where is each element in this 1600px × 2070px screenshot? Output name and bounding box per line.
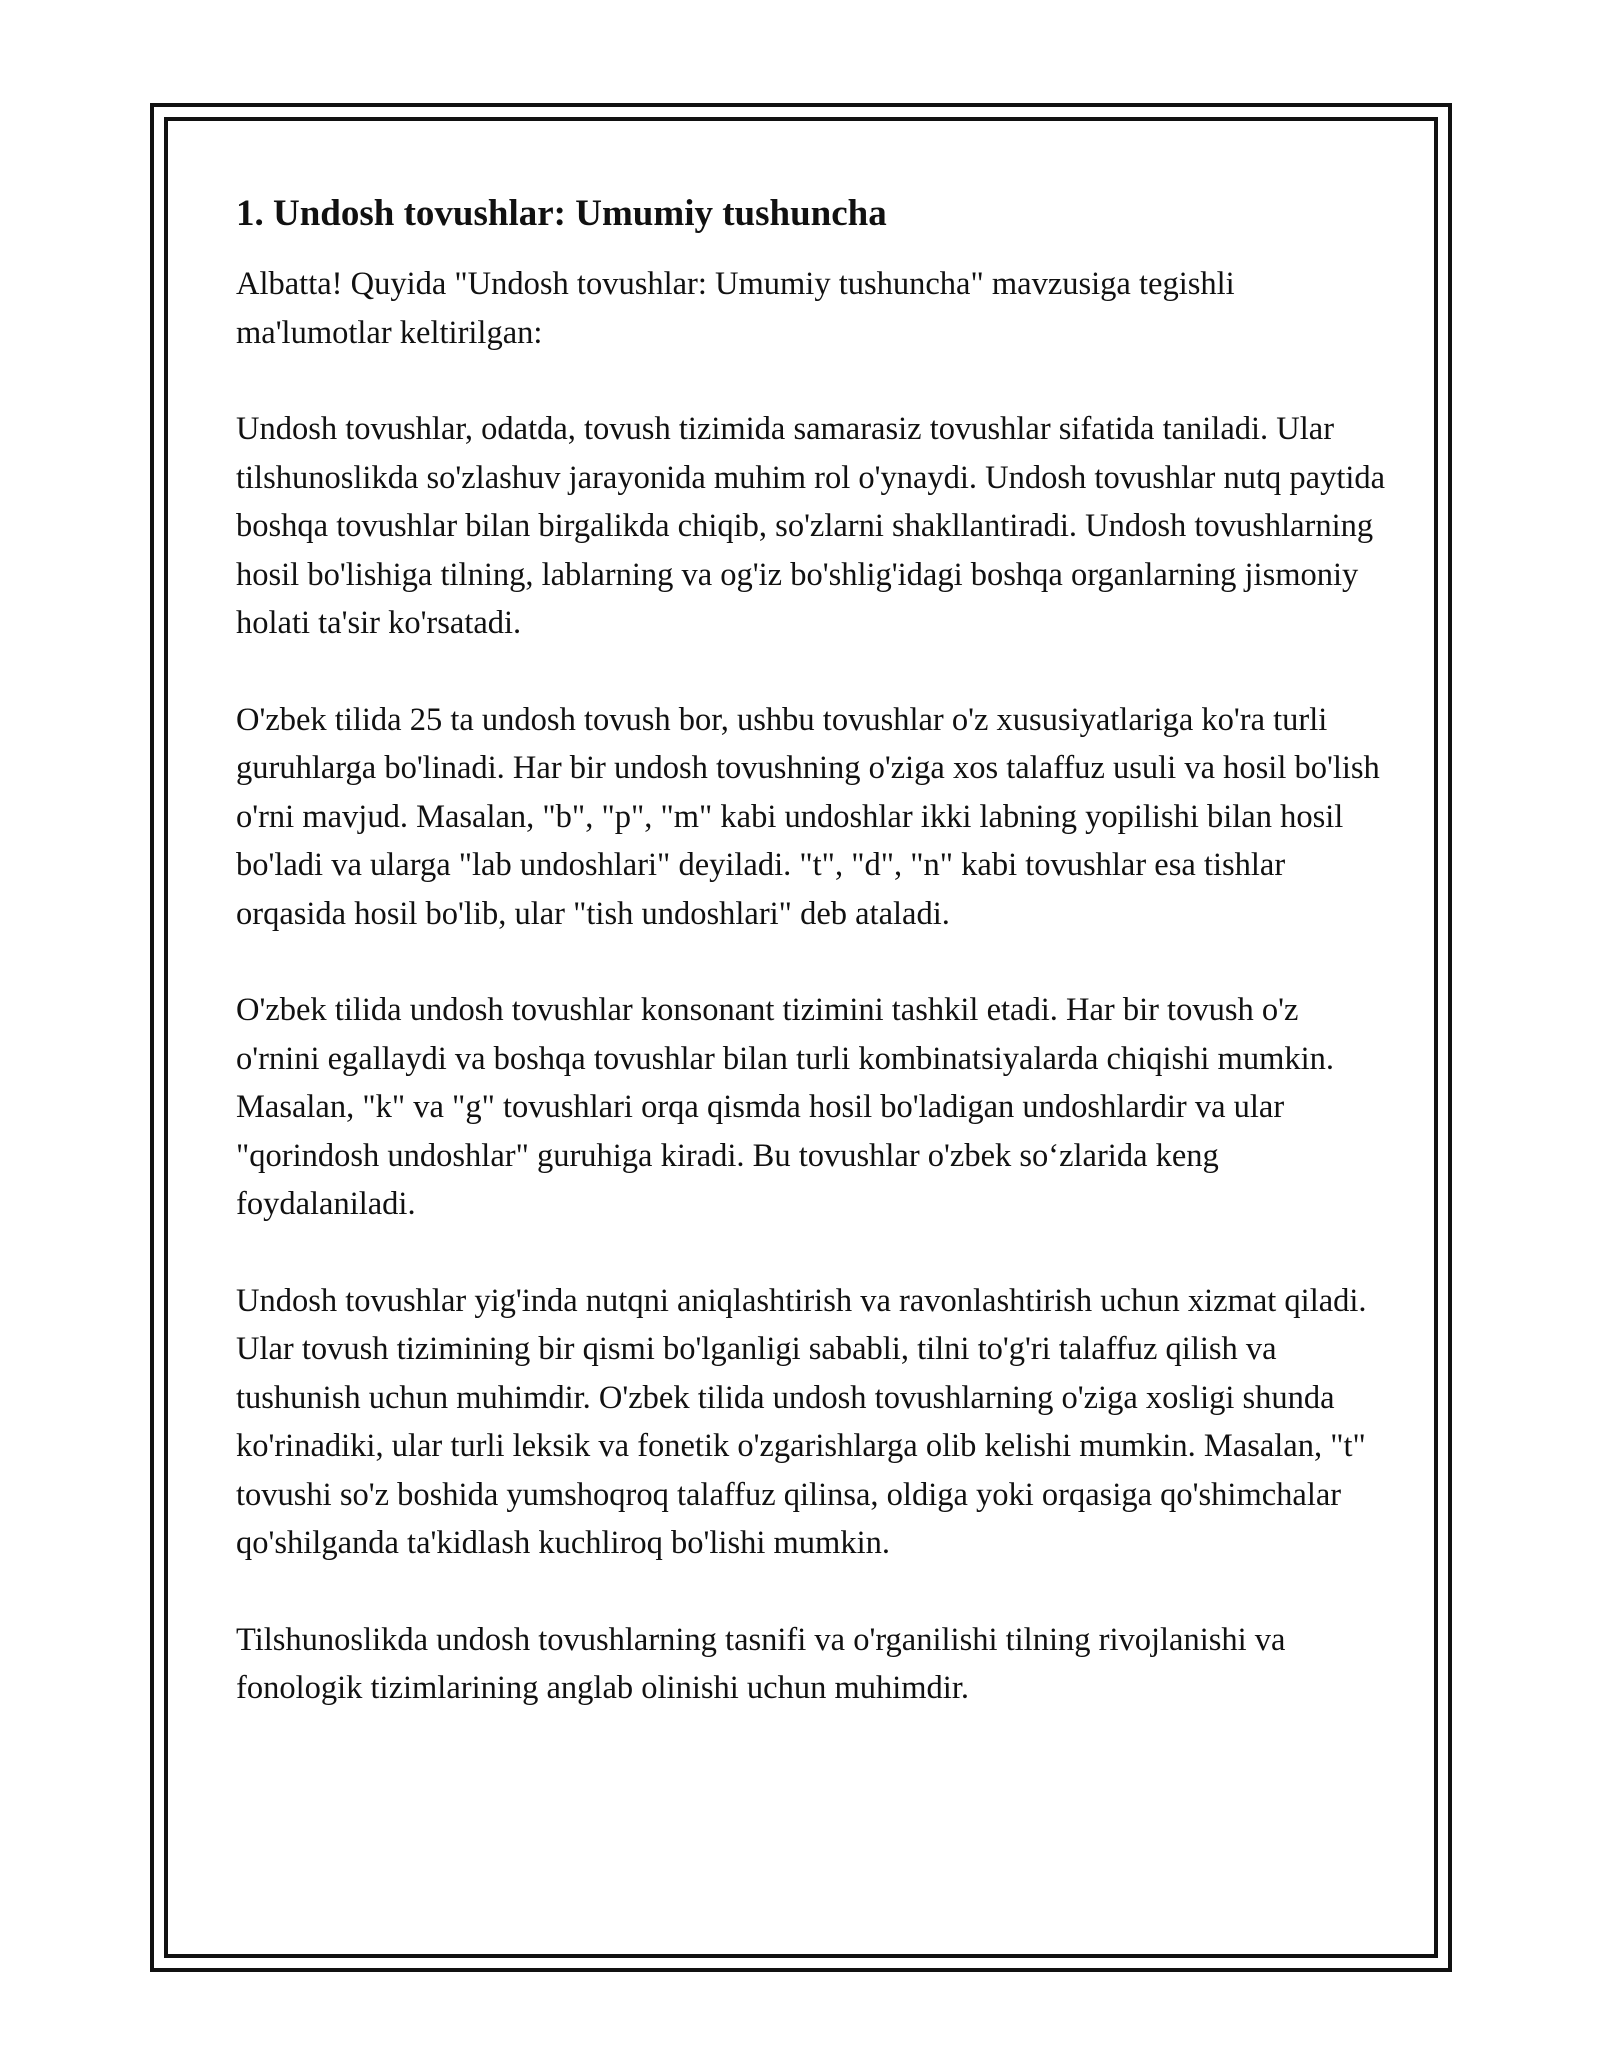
document-title: 1. Undosh tovushlar: Umumiy tushuncha — [236, 193, 887, 234]
paragraph-speech-role: Undosh tovushlar yig'inda nutqni aniqlashtirish va ravonlashtirish uchun xizmat qiladi. Ular tovush tizimining bir qismi bo'lganligi sababli, tilni to'g'ri talaffuz qilish va tushunish uchun muhimdir. O'zbek tilida undosh tovushlarning o'ziga xosligi shunda ko'rinadiki, ular turli leksik va fonetik o'zgarishlarga olib kelishi mumkin. Masalan, "t" tovushi so'z boshida yumshoqroq talaffuz qilinsa, oldiga yoki orqasiga qo'shimchalar qo'shilganda ta'kidlash kuchliroq bo'lishi mumkin. — [236, 1282, 1367, 1561]
paragraph-linguistics: Tilshunoslikda undosh tovushlarning tasnifi va o'rganilishi tilning rivojlanishi va fonologik tizimlarining anglab olinishi uchun muhimdir. — [236, 1621, 1286, 1706]
paragraph-consonant-system: O'zbek tilida undosh tovushlar konsonant tizimini tashkil etadi. Har bir tovush o'z o'rnini egallaydi va boshqa tovushlar bilan turli kombinatsiyalarda chiqishi mumkin. Masalan, "k" va "g" tovushlari orqa qismda hosil bo'ladigan undoshlardir va ular "qorindosh undoshlar" guruhiga kiradi. Bu tovushlar o'zbek so‘zlarida keng foydalaniladi. — [236, 992, 1335, 1222]
document-body — [236, 188, 1386, 1761]
paragraph-intro: Albatta! Quyida "Undosh tovushlar: Umumiy tushuncha" mavzusiga tegishli ma'lumotlar keltirilgan: — [236, 266, 1235, 351]
paragraph-uzbek-consonants: O'zbek tilida 25 ta undosh tovush bor, ushbu tovushlar o'z xususiyatlariga ko'ra turli guruhlarga bo'linadi. Har bir undosh tovushning o'ziga xos talaffuz usuli va hosil bo'lish o'rni mavjud. Masalan, "b", "p", "m" kabi undoshlar ikki labning yopilishi bilan hosil bo'ladi va ularga "lab undoshlari" deyiladi. "t", "d", "n" kabi tovushlar esa tishlar orqasida hosil bo'lib, ular "tish undoshlari" deb ataladi. — [236, 701, 1380, 932]
paragraph-definition: Undosh tovushlar, odatda, tovush tizimida samarasiz tovushlar sifatida taniladi. Ular tilshunoslikda so'zlashuv jarayonida muhim rol o'ynaydi. Undosh tovushlar nutq paytida boshqa tovushlar bilan birgalikda chiqib, so'zlarni shakllantiradi. Undosh tovushlarning hosil bo'lishiga tilning, lablarning va og'iz bo'shlig'idagi boshqa organlarning jismoniy holati ta'sir ko'rsatadi. — [236, 411, 1386, 641]
